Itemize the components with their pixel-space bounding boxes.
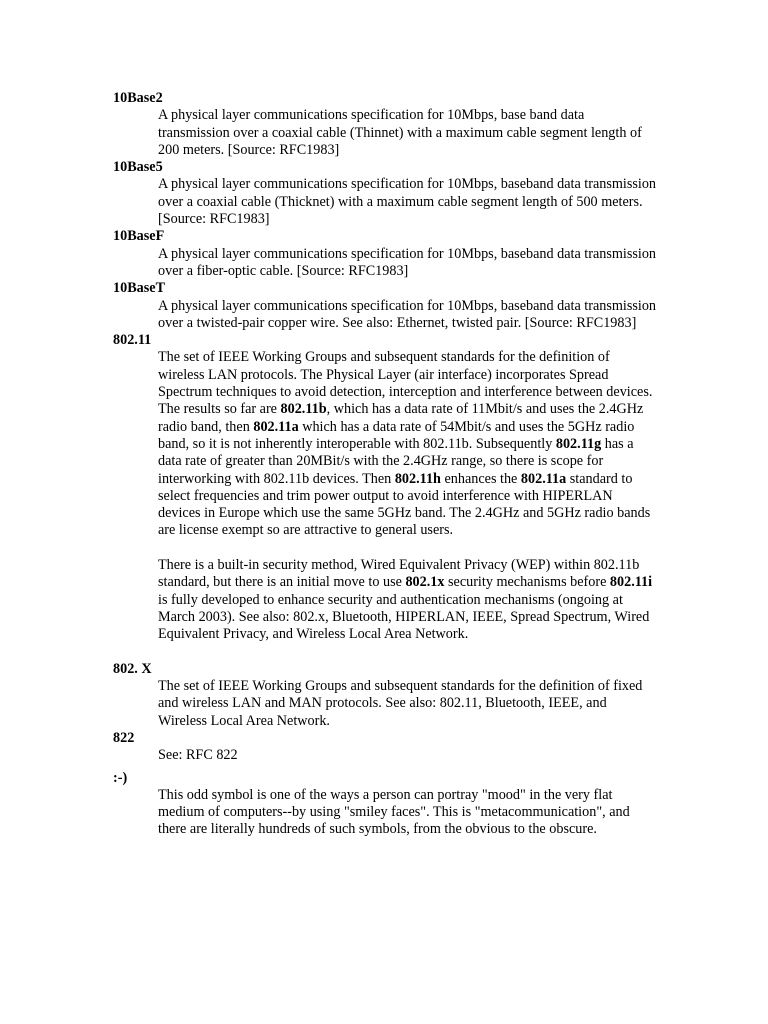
text-run: enhances the: [440, 470, 521, 487]
term-802-x: 802. X: [113, 660, 152, 677]
definition-smiley: [158, 787, 658, 839]
bold-term: 802.11a: [520, 470, 567, 487]
definition-text: A physical layer communications specification for 10Mbps, baseband data transmission over a coaxial cable (Thicknet) with a maximum cable segment length of 500 meters. [Source: RFC1983]: [158, 176, 657, 228]
paragraph-gap: [158, 644, 658, 661]
text-run: There is a built-in security method, Wired Equivalent Privacy (WEP) within 802.11b standard, but there is an initial move to use: [158, 557, 640, 591]
bold-term: 802.11a: [253, 418, 299, 435]
definition-text: A physical layer communications specification for 10Mbps, baseband data transmission over a twisted-pair copper wire. See also: Ethernet, twisted pair. [Source: RFC1983]: [158, 297, 657, 331]
definition-text: A physical layer communications specification for 10Mbps, baseband data transmission over a fiber-optic cable. [Source: RFC1983]: [158, 245, 657, 279]
bold-term: 802.11g: [555, 435, 602, 452]
text-run: which has a data rate of 54Mbit/s and uses the 5GHz radio band, so it is not inherently interoperable with 802.11b. Subsequently: [158, 418, 635, 452]
bold-term: 802.11b: [280, 401, 327, 418]
definition-10base2: [158, 107, 658, 159]
definition-822: [158, 747, 658, 769]
term-10basef: 10BaseF: [113, 228, 165, 245]
definition-text: A physical layer communications specification for 10Mbps, base band data transmission over a coaxial cable (Thinnet) with a maximum cable segment length of 200 meters. [Source: RFC1983]: [158, 107, 642, 158]
text-run: has a data rate of greater than 20MBit/s with the 2.4GHz range, so there is scope for interworking with 802.11b devices. Then: [158, 435, 634, 487]
text-run: standard to select frequencies and trim power output to avoid interference with HIPERLAN devices in Europe which use the same 5GHz band. The 2.4GHz and 5GHz radio bands are license exempt so are attractive to general users.: [158, 470, 651, 539]
definition-10base5: [158, 176, 658, 228]
term-10base2: 10Base2: [113, 90, 163, 106]
text-run: , which has a data rate of 11Mbit/s and uses the 2.4GHz radio band, then: [158, 401, 644, 435]
definition-10baset: [158, 298, 658, 333]
term-822: 822: [113, 729, 135, 746]
bold-term: 802.11i: [609, 574, 653, 591]
text-run: security mechanisms before: [444, 574, 610, 591]
term-802-11: 802.11: [113, 332, 152, 349]
term-10baset: 10BaseT: [113, 280, 166, 297]
definition-paragraph-1: [158, 349, 658, 539]
glossary-page: [113, 90, 658, 839]
term-10base5: 10Base5: [113, 159, 163, 176]
definition-paragraph-2: [158, 557, 658, 643]
definition-text: See: RFC 822: [158, 747, 238, 764]
bold-term: 802.1x: [405, 574, 445, 591]
text-run: The set of IEEE Working Groups and subsequent standards for the definition of wireless LAN protocols. The Physical Layer (air interface) incorporates Spread Spectrum techniques to avoid detection, interception and interference between devices. The results so far are: [158, 349, 653, 418]
definition-802-11: [158, 349, 658, 660]
term-smiley: :-): [113, 769, 128, 786]
definition-10basef: [158, 246, 658, 281]
definition-802-x: [158, 678, 658, 730]
bold-term: 802.11h: [394, 470, 441, 487]
definition-text: This odd symbol is one of the ways a person can portray "mood" in the very flat medium of computers--by using "smiley faces". This is "metacommunication", and there are literally hundreds of such symbols, from the obvious to the obscure.: [158, 786, 630, 838]
paragraph-gap: [158, 540, 658, 557]
definition-text: The set of IEEE Working Groups and subsequent standards for the definition of fixed and wireless LAN and MAN protocols. See also: 802.11, Bluetooth, IEEE, and Wireless Local Area Network.: [158, 678, 643, 729]
text-run: is fully developed to enhance security and authentication mechanisms (ongoing at March 2003). See also: 802.x, Bluetooth, HIPERLAN, IEEE, Spread Spectrum, Wired Equivalent Privacy, and Wireless Local Area Network.: [158, 591, 650, 643]
